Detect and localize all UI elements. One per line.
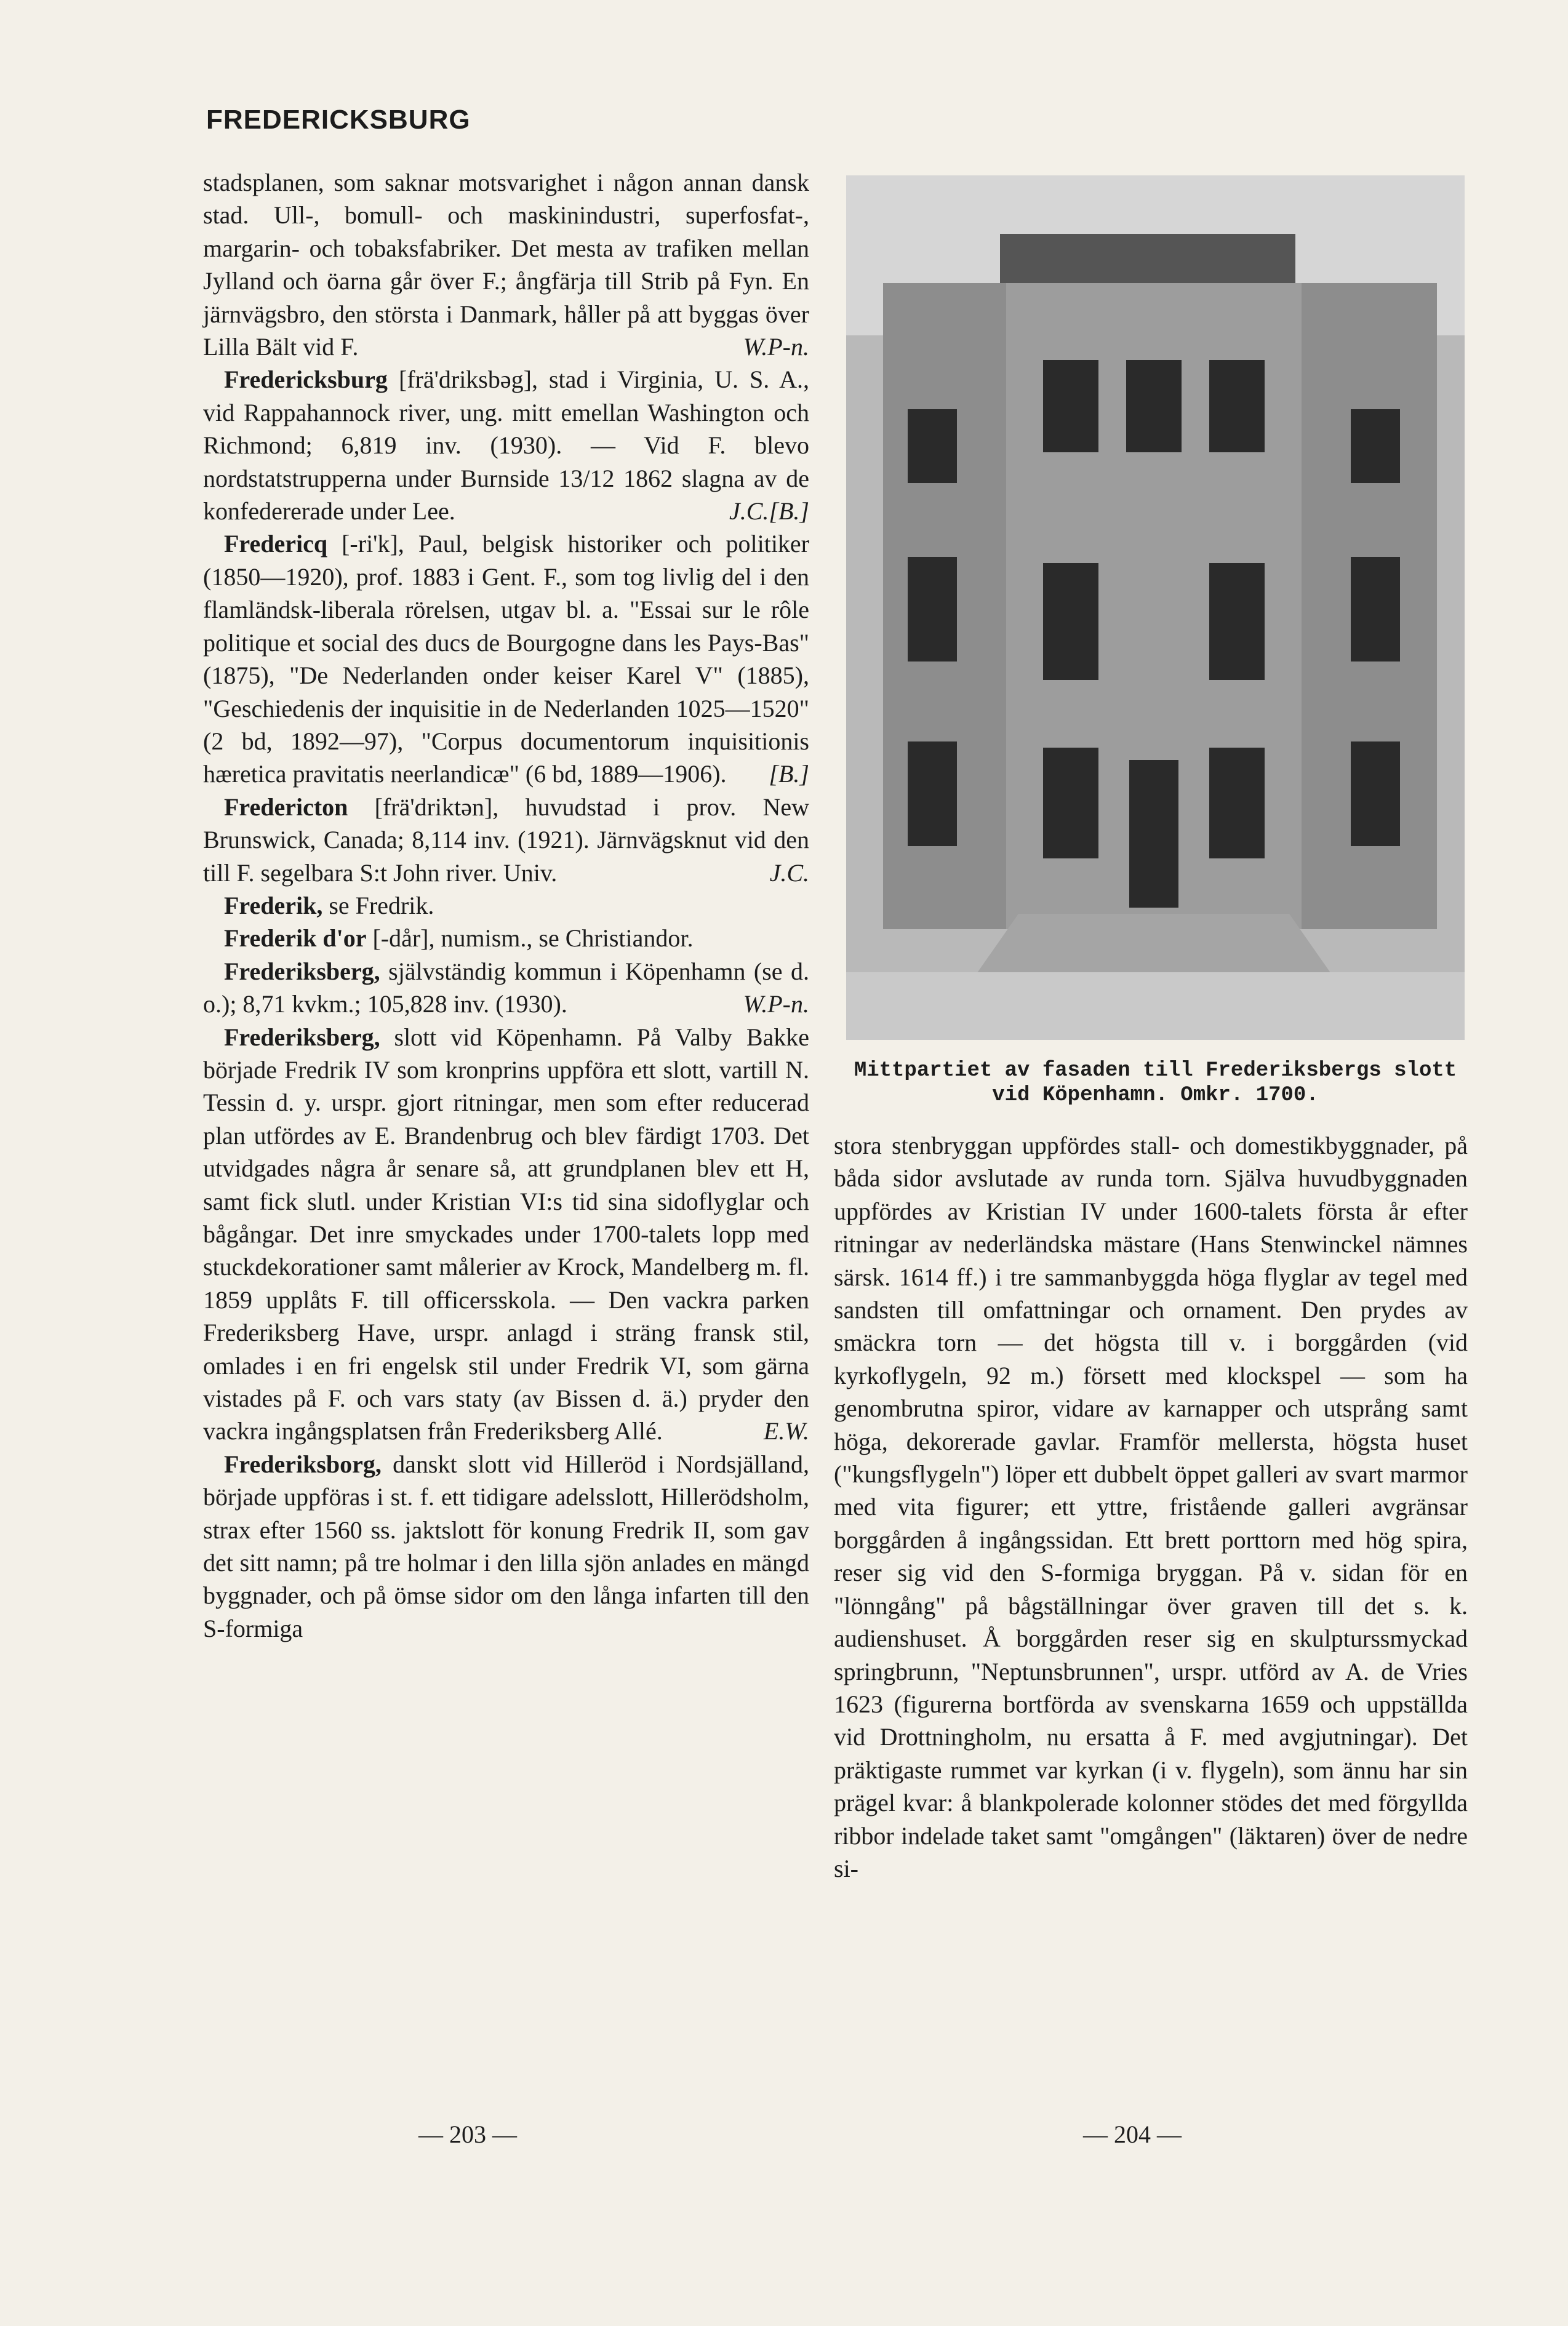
entry-frederiksberg-slott <box>203 1021 809 1448</box>
page-number-left: — 203 — <box>418 2120 517 2148</box>
entry-signature: [B.] <box>769 760 809 788</box>
entry-signature: W.P-n. <box>743 990 809 1018</box>
entry-fredericksburg <box>203 363 809 527</box>
entry-headword: Frederik, <box>224 891 323 919</box>
entry-signature: J.C.[B.] <box>729 497 809 526</box>
entry-text: danskt slott vid Hilleröd i Nordsjälland, började uppföras i st. f. ett tidigare adelsslott, Hillerödsholm, strax efter 1560 ss. jaktslott för konung Fredrik II, som gav det sitt namn; på tre holmar i den lilla sjön anlades en mängd byggnader, och på ömse sidor om den långa infarten till den S-formiga <box>203 1450 809 1642</box>
entry-headword: Frederiksberg, <box>224 957 380 985</box>
entry-frederik-dor <box>203 922 809 954</box>
entry-frederiksberg-kommun <box>203 955 809 1021</box>
entry-text: [-ri'k], Paul, belgisk historiker och politiker (1850—1920), prof. 1883 i Gent. F., som tog livlig del i den flamländsk-liberala rörelsen, utgav bl. a. "Essai sur le rôle politique et social des ducs de Bourgogne dans les Pays-Bas" (1875), "De Nederlanden onder keiser Karel V" (1885), "Geschiedenis der inquisitie in de Nederlanden 1025—1520" (2 bd, 1892—97), "Corpus documentorum inquisitionis hæretica pravitatis neerlandicæ" (6 bd, 1889—1906). <box>203 530 810 788</box>
entry-text: självständig kommun i Köpenhamn (se d. o.); 8,71 kvkm.; 105,828 inv. (1930). <box>203 957 809 1018</box>
entry-continuation <box>203 166 809 363</box>
entry-fredericq <box>203 527 809 790</box>
entry-headword: Fredericksburg <box>224 366 388 394</box>
entry-fredericton <box>203 791 809 889</box>
facade-illustration <box>846 175 1465 1040</box>
right-column <box>834 1129 1468 1885</box>
entry-headword: Fredericq <box>224 530 328 558</box>
entry-frederiksborg <box>203 1448 809 1645</box>
entry-signature: J.C. <box>769 858 809 887</box>
entry-frederik <box>203 889 809 922</box>
left-column <box>203 166 809 1645</box>
entry-signature: E.W. <box>763 1417 809 1445</box>
entry-text: stadsplanen, som saknar motsvarighet i någon annan dansk stad. Ull-, bomull- och maskinindustri, superfosfat-, margarin- och tobaksfabriker. Det mesta av trafiken mellan Jylland och öarna går över F.; ångfärja till Strib på Fyn. En järnvägsbro, den största i Danmark, håller på att byggas över Lilla Bält vid F. <box>203 169 809 361</box>
entry-headword: Frederiksborg, <box>224 1450 382 1478</box>
entry-headword: Fredericton <box>224 793 348 821</box>
entry-headword: Frederik d'or <box>224 924 367 953</box>
palace-facade-photo <box>846 175 1465 1040</box>
entry-text: [-dår], numism., se Christiandor. <box>372 924 694 953</box>
entry-text: se Fredrik. <box>329 891 434 919</box>
entry-text: slott vid Köpenhamn. På Valby Bakke började Fredrik IV som kronprins uppföra ett slott, vartill N. Tessin d. y. urspr. gjort ritningar, men som efter reducerad plan utfördes av E. Brandenbrug och blev färdigt 1703. Det utvidgades några år senare så, att grundplanen blev ett H, samt fick slutl. under Kristian VI:s tid sina sidoflyglar och bågångar. Det inre smyckades under 1700-talets lopp med stuckdekorationer samt målerier av Krock, Mandelberg m. fl. 1859 upplåts F. till officersskola. — Den vackra parken Frederiksberg Have, urspr. anlagd i sträng fransk stil, omlades i en fri engelsk stil under Fredrik VI, som gärna vistades på F. och vars staty (av Bissen d. ä.) pryder den vackra ingångsplatsen från Frederiksberg Allé. <box>203 1023 810 1445</box>
photo-caption: Mittpartiet av fasaden till Frederiksbergs slott vid Köpenhamn. Omkr. 1700. <box>854 1059 1457 1107</box>
page-number-right: — 204 — <box>1083 2120 1182 2148</box>
entry-text: [frä'driksbəg], stad i Virginia, U. S. A., vid Rappahannock river, ung. mitt emellan Washington och Richmond; 6,819 inv. (1930). — Vid F. blevo nordstatstrupperna under Burnside 13/12 1862 slagna av de konfedererade under Lee. <box>203 366 810 526</box>
entry-text: [frä'driktən], huvudstad i prov. New Brunswick, Canada; 8,114 inv. (1921). Järnvägsknut vid den till F. segelbara S:t John river. Univ. <box>203 793 809 887</box>
entry-headword: Frederiksberg, <box>224 1023 380 1051</box>
right-column-text: stora stenbryggan uppfördes stall- och domestikbyggnader, på båda sidor avslutade av runda torn. Själva huvudbyggnaden uppfördes av Kristian IV under 1600-talets första år efter ritningar av nederländska mästare (Hans Stenwinckel nämnes särsk. 1614 ff.) i tre sammanbyggda höga flyglar av tegel med sandsten till omfattningar och ornament. Den prydes av smäckra torn — det högsta till v. i borggården (vid kyrkoflygeln, 92 m.) försett med klockspel — som ha genombrutna spiror, vidare av karnapper och utsprång samt höga, dekorerade gavlar. Framför mellersta, högsta huset ("kungsflygeln") löper ett dubbelt öppet galleri av svart marmor med vita figurer; ett yttre, fristående galleri avgränsar borggården å ingångssidan. Ett brett porttorn med hög spira, reser sig vid den S-formiga bryggan. På v. sidan för en "lönngång" på bågställningar över graven till det s. k. audienshuset. Å borggården reser sig en skulpturssmyckad springbrunn, "Neptunsbrunnen", urspr. utförd av A. de Vries 1623 (figurerna bortförda av svenskarna 1659 och uppställda vid Drottningholm, nu ersatta å F. med avgjutningar). Det präktigaste rummet var kyrkan (i v. flygeln), som ännu har sin prägel kvar: å blankpolerade kolonner stödes det med förgyllda ribbor indelade taket samt "omgången" (läktaren) över de nedre si- <box>834 1132 1468 1882</box>
running-head: FREDERICKSBURG <box>206 105 471 135</box>
entry-signature: W.P-n. <box>743 333 809 361</box>
